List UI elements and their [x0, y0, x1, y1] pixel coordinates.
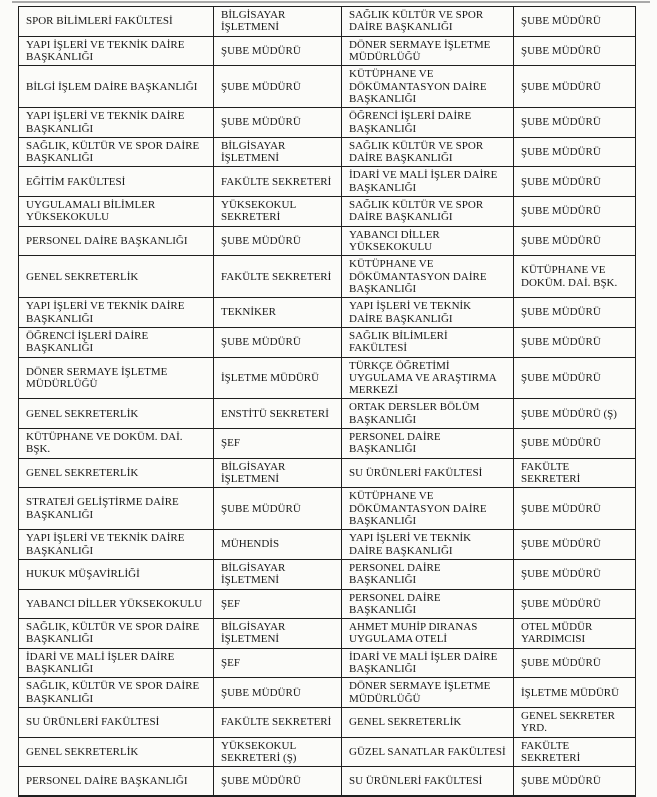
table-cell: ŞUBE MÜDÜRÜ [514, 327, 636, 357]
table-row [19, 589, 636, 619]
table-cell: SU ÜRÜNLERİ FAKÜLTESİ [19, 708, 214, 738]
table-cell: DÖNER SERMAYE İŞLETME MÜDÜRLÜĞÜ [19, 357, 214, 399]
table-row [19, 488, 636, 530]
table-cell: YAPI İŞLERİ VE TEKNİK DAİRE BAŞKANLIĞI [19, 530, 214, 560]
table-cell: ŞUBE MÜDÜRÜ [514, 108, 636, 138]
table-cell: YABANCI DİLLER YÜKSEKOKULU [342, 226, 514, 256]
table-cell: YABANCI DİLLER YÜKSEKOKULU [19, 589, 214, 619]
table-cell: KÜTÜPHANE VE DOKÜM. DAİ. BŞK. [19, 429, 214, 459]
table-cell: YAPI İŞLERİ VE TEKNİK DAİRE BAŞKANLIĞI [342, 298, 514, 328]
table-cell: PERSONEL DAİRE BAŞKANLIĞI [19, 226, 214, 256]
table-cell: ORTAK DERSLER BÖLÜM BAŞKANLIĞI [342, 399, 514, 429]
table-cell: ŞUBE MÜDÜRÜ [214, 767, 342, 797]
table-cell: SAĞLIK KÜLTÜR VE SPOR DAİRE BAŞKANLIĞI [342, 197, 514, 227]
table-row [19, 36, 636, 66]
table-cell: İŞLETME MÜDÜRÜ [214, 357, 342, 399]
assignments-table-body [19, 7, 636, 797]
table-cell: GENEL SEKRETER YRD. [514, 708, 636, 738]
table-cell: ŞUBE MÜDÜRÜ [514, 488, 636, 530]
table-cell: SU ÜRÜNLERİ FAKÜLTESİ [342, 767, 514, 797]
table-cell: FAKÜLTE SEKRETERİ [514, 737, 636, 767]
table-cell: ŞUBE MÜDÜRÜ [514, 559, 636, 589]
table-cell: ŞUBE MÜDÜRÜ [214, 36, 342, 66]
table-cell: YAPI İŞLERİ VE TEKNİK DAİRE BAŞKANLIĞI [342, 530, 514, 560]
table-cell: TEKNİKER [214, 298, 342, 328]
assignments-table [18, 6, 636, 797]
table-cell: İŞLETME MÜDÜRÜ [514, 678, 636, 708]
table-row [19, 619, 636, 649]
table-cell: ŞUBE MÜDÜRÜ [514, 357, 636, 399]
table-cell: ÖĞRENCİ İŞLERİ DAİRE BAŞKANLIĞI [342, 108, 514, 138]
table-cell: HUKUK MÜŞAVİRLİĞİ [19, 559, 214, 589]
table-cell: DÖNER SERMAYE İŞLETME MÜDÜRLÜĞÜ [342, 36, 514, 66]
table-row [19, 197, 636, 227]
table-row [19, 737, 636, 767]
table-cell: SAĞLIK KÜLTÜR VE SPOR DAİRE BAŞKANLIĞI [342, 7, 514, 37]
table-cell: YAPI İŞLERİ VE TEKNİK DAİRE BAŞKANLIĞI [19, 298, 214, 328]
table-cell: ŞUBE MÜDÜRÜ [514, 167, 636, 197]
table-cell: BİLGİSAYAR İŞLETMENİ [214, 7, 342, 37]
table-cell: GENEL SEKRETERLİK [19, 737, 214, 767]
table-cell: ŞUBE MÜDÜRÜ [214, 226, 342, 256]
table-cell: ÖĞRENCİ İŞLERİ DAİRE BAŞKANLIĞI [19, 327, 214, 357]
table-cell: ŞUBE MÜDÜRÜ [514, 66, 636, 108]
table-cell: FAKÜLTE SEKRETERİ [214, 167, 342, 197]
table-row [19, 708, 636, 738]
table-cell: KÜTÜPHANE VE DÖKÜMANTASYON DAİRE BAŞKANLIĞI [342, 66, 514, 108]
table-cell: YÜKSEKOKUL SEKRETERİ [214, 197, 342, 227]
table-cell: GÜZEL SANATLAR FAKÜLTESİ [342, 737, 514, 767]
table-row [19, 648, 636, 678]
table-cell: ŞUBE MÜDÜRÜ [514, 298, 636, 328]
table-cell: ŞUBE MÜDÜRÜ [514, 7, 636, 37]
table-cell: ŞUBE MÜDÜRÜ [514, 530, 636, 560]
table-cell: ŞUBE MÜDÜRÜ [214, 678, 342, 708]
table-cell: BİLGİSAYAR İŞLETMENİ [214, 458, 342, 488]
table-cell: FAKÜLTE SEKRETERİ [214, 256, 342, 298]
table-cell: TÜRKÇE ÖĞRETİMİ UYGULAMA VE ARAŞTIRMA MERKEZİ [342, 357, 514, 399]
table-row [19, 137, 636, 167]
table-cell: ŞUBE MÜDÜRÜ [214, 488, 342, 530]
table-row [19, 256, 636, 298]
table-cell: ŞUBE MÜDÜRÜ [214, 108, 342, 138]
table-cell: KÜTÜPHANE VE DÖKÜMANTASYON DAİRE BAŞKANLIĞI [342, 488, 514, 530]
table-cell: PERSONEL DAİRE BAŞKANLIĞI [342, 559, 514, 589]
table-row [19, 559, 636, 589]
table-cell: SAĞLIK BİLİMLERİ FAKÜLTESİ [342, 327, 514, 357]
table-row [19, 357, 636, 399]
table-row [19, 7, 636, 37]
table-cell: GENEL SEKRETERLİK [342, 708, 514, 738]
table-cell: DÖNER SERMAYE İŞLETME MÜDÜRLÜĞÜ [342, 678, 514, 708]
table-cell: ŞEF [214, 589, 342, 619]
table-cell: YAPI İŞLERİ VE TEKNİK DAİRE BAŞKANLIĞI [19, 36, 214, 66]
table-cell: İDARİ VE MALİ İŞLER DAİRE BAŞKANLIĞI [342, 167, 514, 197]
table-cell: FAKÜLTE SEKRETERİ [214, 708, 342, 738]
table-cell: ŞUBE MÜDÜRÜ [514, 36, 636, 66]
table-cell: ŞUBE MÜDÜRÜ [514, 767, 636, 797]
table-cell: ŞUBE MÜDÜRÜ [514, 648, 636, 678]
table-cell: ŞUBE MÜDÜRÜ [214, 327, 342, 357]
table-cell: ŞEF [214, 648, 342, 678]
table-cell: FAKÜLTE SEKRETERİ [514, 458, 636, 488]
table-row [19, 530, 636, 560]
table-cell: GENEL SEKRETERLİK [19, 256, 214, 298]
table-row [19, 399, 636, 429]
table-cell: SAĞLIK KÜLTÜR VE SPOR DAİRE BAŞKANLIĞI [342, 137, 514, 167]
table-cell: GENEL SEKRETERLİK [19, 458, 214, 488]
table-cell: ENSTİTÜ SEKRETERİ [214, 399, 342, 429]
table-row [19, 678, 636, 708]
table-cell: İDARİ VE MALİ İŞLER DAİRE BAŞKANLIĞI [342, 648, 514, 678]
table-row [19, 108, 636, 138]
table-cell: BİLGİSAYAR İŞLETMENİ [214, 619, 342, 649]
table-cell: EĞİTİM FAKÜLTESİ [19, 167, 214, 197]
table-cell: UYGULAMALI BİLİMLER YÜKSEKOKULU [19, 197, 214, 227]
scan-artifact-line [12, 1, 650, 3]
table-cell: ŞUBE MÜDÜRÜ [514, 197, 636, 227]
table-cell: İDARİ VE MALİ İŞLER DAİRE BAŞKANLIĞI [19, 648, 214, 678]
table-cell: MÜHENDİS [214, 530, 342, 560]
table-cell: PERSONEL DAİRE BAŞKANLIĞI [342, 429, 514, 459]
table-cell: SAĞLIK, KÜLTÜR VE SPOR DAİRE BAŞKANLIĞI [19, 619, 214, 649]
table-cell: SAĞLIK, KÜLTÜR VE SPOR DAİRE BAŞKANLIĞI [19, 137, 214, 167]
table-cell: ŞUBE MÜDÜRÜ [514, 137, 636, 167]
table-row [19, 327, 636, 357]
table-cell: YAPI İŞLERİ VE TEKNİK DAİRE BAŞKANLIĞI [19, 108, 214, 138]
table-cell: STRATEJİ GELİŞTİRME DAİRE BAŞKANLIĞI [19, 488, 214, 530]
table-row [19, 429, 636, 459]
table-row [19, 767, 636, 797]
table-row [19, 167, 636, 197]
table-cell: SAĞLIK, KÜLTÜR VE SPOR DAİRE BAŞKANLIĞI [19, 678, 214, 708]
table-cell: ŞUBE MÜDÜRÜ [514, 589, 636, 619]
table-row [19, 66, 636, 108]
table-row [19, 298, 636, 328]
table-row [19, 458, 636, 488]
table-cell: PERSONEL DAİRE BAŞKANLIĞI [342, 589, 514, 619]
table-cell: ŞUBE MÜDÜRÜ [214, 66, 342, 108]
table-cell: ŞUBE MÜDÜRÜ (Ş) [514, 399, 636, 429]
table-cell: AHMET MUHİP DIRANAS UYGULAMA OTELİ [342, 619, 514, 649]
table-cell: KÜTÜPHANE VE DÖKÜMANTASYON DAİRE BAŞKANLIĞI [342, 256, 514, 298]
table-cell: GENEL SEKRETERLİK [19, 399, 214, 429]
table-cell: BİLGİSAYAR İŞLETMENİ [214, 559, 342, 589]
table-cell: SU ÜRÜNLERİ FAKÜLTESİ [342, 458, 514, 488]
table-cell: KÜTÜPHANE VE DOKÜM. DAİ. BŞK. [514, 256, 636, 298]
table-cell: PERSONEL DAİRE BAŞKANLIĞI [19, 767, 214, 797]
table-cell: BİLGİSAYAR İŞLETMENİ [214, 137, 342, 167]
table-cell: SPOR BİLİMLERİ FAKÜLTESİ [19, 7, 214, 37]
table-cell: ŞUBE MÜDÜRÜ [514, 226, 636, 256]
table-cell: BİLGİ İŞLEM DAİRE BAŞKANLIĞI [19, 66, 214, 108]
table-cell: YÜKSEKOKUL SEKRETERİ (Ş) [214, 737, 342, 767]
table-cell: ŞUBE MÜDÜRÜ [514, 429, 636, 459]
table-cell: ŞEF [214, 429, 342, 459]
table-row [19, 226, 636, 256]
table-cell: OTEL MÜDÜR YARDIMCISI [514, 619, 636, 649]
